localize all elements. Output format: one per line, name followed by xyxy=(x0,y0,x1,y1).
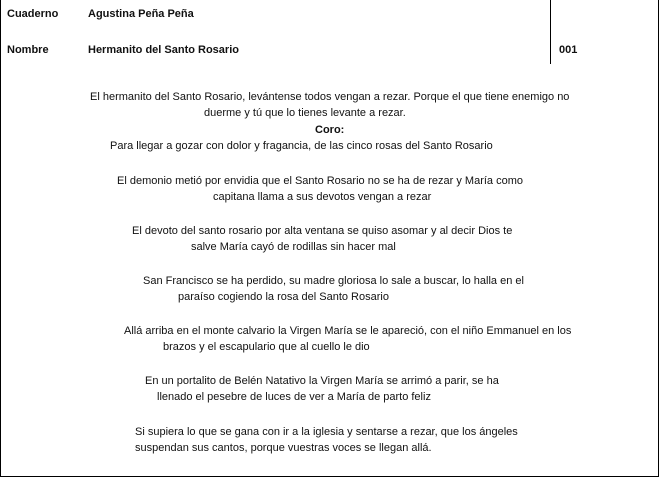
song-number: 001 xyxy=(559,44,578,56)
lyrics-line: llenado el pesebre de luces de ver a María de parto feliz xyxy=(157,391,431,403)
lyrics-line: Si supiera lo que se gana con ir a la iglesia y sentarse a rezar, que los ángeles xyxy=(135,426,518,438)
lyrics-line: San Francisco se ha perdido, su madre gloriosa lo sale a buscar, lo halla en el xyxy=(143,275,524,287)
lyrics-line: El devoto del santo rosario por alta ventana se quiso asomar y al decir Dios te xyxy=(132,225,513,237)
lyrics-line: brazos y el escapulario que al cuello le dio xyxy=(163,341,370,353)
nombre-label: Nombre xyxy=(7,44,49,56)
song-title: Hermanito del Santo Rosario xyxy=(88,44,239,56)
lyrics-line: En un portalito de Belén Natativo la Virgen María se arrimó a parir, se ha xyxy=(145,375,499,387)
header-divider xyxy=(550,0,551,64)
frame-bottom-border xyxy=(0,476,659,477)
lyrics-line: suspendan sus cantos, porque vuestras voces se llegan allá. xyxy=(135,442,432,454)
lyrics-line: El hermanito del Santo Rosario, levántense todos vengan a rezar. Porque el que tiene enemigo no xyxy=(90,91,570,103)
lyrics-line: capitana llama a sus devotos vengan a rezar xyxy=(213,191,432,203)
lyrics-line: salve María cayó de rodillas sin hacer mal xyxy=(191,241,396,253)
chorus-label: Coro: xyxy=(315,124,345,136)
lyrics-line: Para llegar a gozar con dolor y fragancia, de las cinco rosas del Santo Rosario xyxy=(110,140,493,152)
frame-left-border xyxy=(0,0,1,477)
lyrics-line: duerme y tú que lo tienes levante a rezar. xyxy=(204,107,406,119)
frame-right-border xyxy=(658,0,659,477)
lyrics-line: paraíso cogiendo la rosa del Santo Rosario xyxy=(178,291,389,303)
lyrics-line: El demonio metió por envidia que el Santo Rosario no se ha de rezar y María como xyxy=(117,175,523,187)
lyrics-line: Allá arriba en el monte calvario la Virgen María se le apareció, con el niño Emmanuel en los xyxy=(124,325,572,337)
cuaderno-value: Agustina Peña Peña xyxy=(88,8,194,20)
cuaderno-label: Cuaderno xyxy=(7,8,59,20)
